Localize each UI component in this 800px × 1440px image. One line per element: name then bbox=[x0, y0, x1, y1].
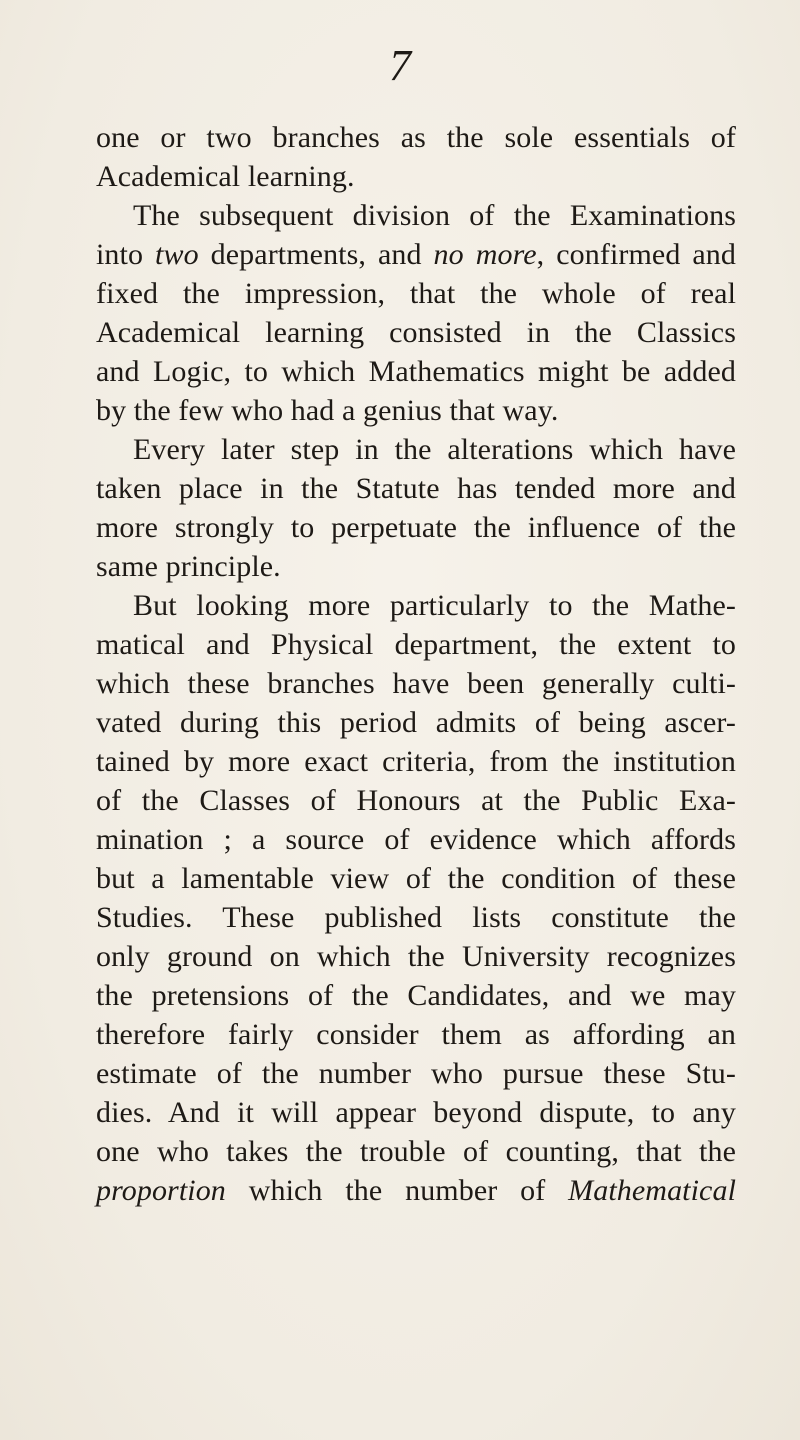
text-line bbox=[96, 430, 736, 469]
text-segment: and Logic, to which Mathematics might be added bbox=[96, 355, 736, 388]
text-segment: but a lamentable view of the condition of these bbox=[96, 862, 736, 895]
text-segment: estimate of the number who pursue these Stu- bbox=[96, 1057, 736, 1090]
text-line bbox=[96, 235, 736, 274]
text-line bbox=[96, 157, 736, 196]
text-line bbox=[96, 352, 736, 391]
text-segment: more strongly to perpetuate the influence of the bbox=[96, 511, 736, 544]
body-text bbox=[96, 118, 736, 1210]
text-segment: into bbox=[96, 238, 156, 271]
italic-text: proportion bbox=[96, 1174, 226, 1207]
text-line bbox=[96, 664, 736, 703]
text-segment: vated during this period admits of being ascer- bbox=[96, 706, 736, 739]
text-segment: taken place in the Statute has tended more and bbox=[96, 472, 736, 505]
text-segment: by the few who had a genius that way. bbox=[96, 394, 559, 427]
text-line bbox=[96, 391, 736, 430]
text-segment: Academical learning consisted in the Classics bbox=[96, 316, 736, 349]
text-line bbox=[96, 274, 736, 313]
text-segment: departments, and bbox=[198, 238, 434, 271]
text-line bbox=[96, 976, 736, 1015]
text-line bbox=[96, 1171, 736, 1210]
text-segment: But looking more particularly to the Mathe- bbox=[133, 589, 736, 622]
text-segment: matical and Physical department, the extent to bbox=[96, 628, 736, 661]
text-line bbox=[96, 742, 736, 781]
text-segment: which these branches have been generally culti- bbox=[96, 667, 736, 700]
text-line bbox=[96, 196, 736, 235]
text-segment: mination ; a source of evidence which affords bbox=[96, 823, 736, 856]
text-line bbox=[96, 820, 736, 859]
text-line bbox=[96, 547, 736, 586]
text-segment: The subsequent division of the Examinations bbox=[133, 199, 736, 232]
text-line bbox=[96, 118, 736, 157]
text-line bbox=[96, 859, 736, 898]
italic-text: no more bbox=[433, 238, 537, 271]
text-line bbox=[96, 313, 736, 352]
text-segment: which the number of bbox=[225, 1174, 569, 1207]
text-segment: Every later step in the alterations which have bbox=[133, 433, 736, 466]
text-line bbox=[96, 508, 736, 547]
text-line bbox=[96, 898, 736, 937]
text-line bbox=[96, 781, 736, 820]
text-line bbox=[96, 469, 736, 508]
text-line bbox=[96, 937, 736, 976]
text-segment: therefore fairly consider them as affording an bbox=[96, 1018, 736, 1051]
text-segment: same principle. bbox=[96, 550, 281, 583]
text-line bbox=[96, 703, 736, 742]
text-line bbox=[96, 1015, 736, 1054]
text-segment: Academical learning. bbox=[96, 160, 355, 193]
text-line bbox=[96, 1093, 736, 1132]
text-segment: one or two branches as the sole essentials of bbox=[96, 121, 736, 154]
text-segment: Studies. These published lists constitute the bbox=[96, 901, 736, 934]
italic-text: Mathematical bbox=[568, 1174, 736, 1207]
text-segment: the pretensions of the Candidates, and we may bbox=[96, 979, 736, 1012]
text-line bbox=[96, 1054, 736, 1093]
text-segment: dies. And it will appear beyond dispute, to any bbox=[96, 1096, 736, 1129]
text-line bbox=[96, 586, 736, 625]
text-segment: one who takes the trouble of counting, that the bbox=[96, 1135, 736, 1168]
text-segment: fixed the impression, that the whole of real bbox=[96, 277, 736, 310]
italic-text: two bbox=[155, 238, 199, 271]
text-segment: , confirmed and bbox=[536, 238, 737, 271]
text-segment: of the Classes of Honours at the Public Exa- bbox=[96, 784, 736, 817]
page-number: 7 bbox=[389, 41, 411, 90]
text-segment: tained by more exact criteria, from the institution bbox=[96, 745, 736, 778]
text-line bbox=[96, 1132, 736, 1171]
text-line bbox=[96, 625, 736, 664]
text-segment: only ground on which the University recognizes bbox=[96, 940, 736, 973]
